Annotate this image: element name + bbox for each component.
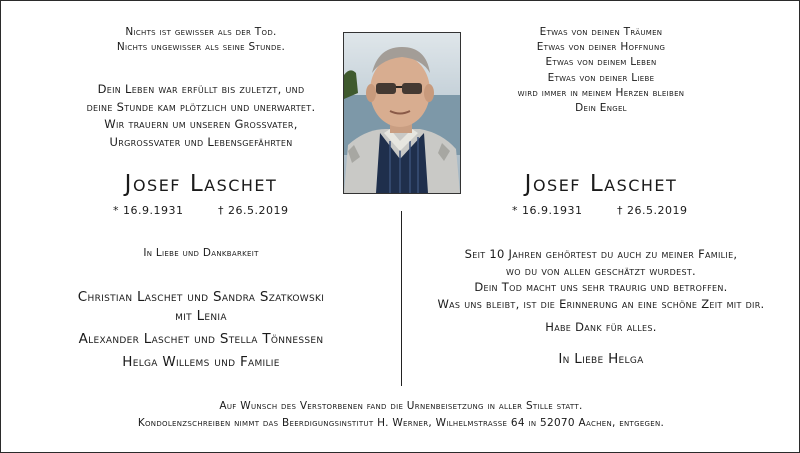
family-line: mit Lenia [175, 308, 227, 324]
message-line: Was uns bleibt, ist die Erinnerung an eine schöne Zeit mit dir. [437, 296, 765, 311]
mourning-line: Wir trauern um unseren Grossvater, [104, 117, 298, 131]
death-date-left: † 26.5.2019 [218, 204, 289, 217]
poem-line: Etwas von deinen Träumen [539, 26, 663, 38]
poem [441, 25, 761, 116]
birth-date-right: * 16.9.1931 [512, 204, 583, 217]
deceased-name-right: Josef Laschet [524, 171, 678, 197]
family-line: Christian Laschet und Sandra Szatkowski [77, 289, 325, 305]
poem-line: wird immer in meinem Herzen bleiben [517, 86, 685, 99]
mourning-text [31, 116, 371, 151]
message-line: Seit 10 Jahren gehörtest du auch zu meiner Familie, [464, 247, 738, 261]
intro-line: deine Stunde kam plötzlich und unerwartet. [86, 99, 316, 114]
quote-line: Nichts ist gewisser als der Tod. [125, 26, 277, 38]
signature: In Liebe Helga [558, 351, 644, 367]
quote-line: Nichts ungewisser als seine Stunde. [116, 41, 286, 53]
footer-notice [1, 398, 800, 432]
family-line: Alexander Laschet und Stella Tönnessen [78, 331, 324, 347]
intro-text [31, 81, 371, 116]
thanks-text: Habe Dank für alles. [545, 320, 657, 334]
column-divider [401, 211, 402, 386]
opening-quote [41, 25, 361, 55]
poem-line: Etwas von deiner Hoffnung [536, 41, 666, 54]
deceased-name-left: Josef Laschet [124, 171, 278, 197]
footer-line: Kondolenzschreiben nimmt das Beerdigungsinstitut H. Werner, Wilhelmstrasse 64 in 52070 Aachen, entgegen. [137, 417, 665, 429]
death-date-right: † 26.5.2019 [617, 204, 688, 217]
message-line: Dein Tod macht uns sehr traurig und betroffen. [474, 280, 728, 294]
mourning-line: Urgrossvater und Lebensgefährten [109, 134, 293, 149]
birth-date-left: * 16.9.1931 [113, 204, 184, 217]
poem-line: Etwas von deiner Liebe [547, 71, 655, 84]
closing-left: In Liebe und Dankbarkeit [143, 247, 259, 259]
family-list [11, 288, 391, 372]
family-line: Helga Willems und Familie [122, 354, 280, 370]
intro-line: Dein Leben war erfüllt bis zuletzt, und [97, 82, 305, 96]
poem-line: Etwas von deinem Leben [545, 56, 657, 69]
message-text [416, 246, 786, 312]
poem-line: Dein Engel [575, 102, 627, 115]
message-line: wo du von allen geschätzt wurdest. [506, 263, 696, 278]
footer-line: Auf Wunsch des Verstorbenen fand die Urnenbeisetzung in aller Stille statt. [219, 400, 583, 412]
